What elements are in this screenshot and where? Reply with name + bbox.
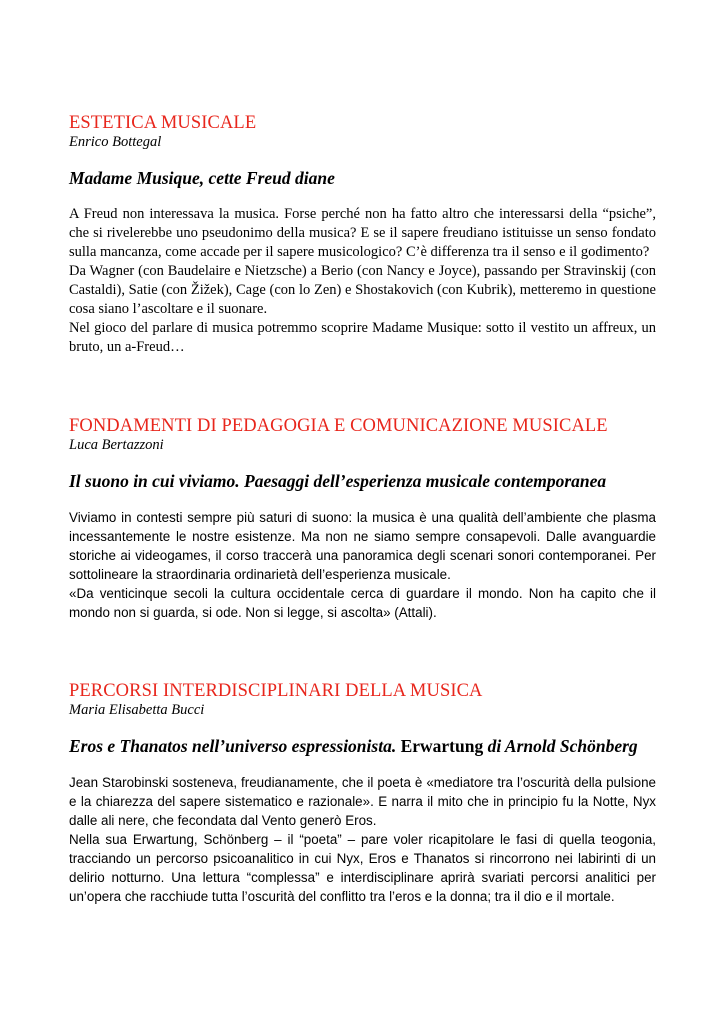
course-title: Il suono in cui viviamo. Paesaggi dell’esperienza musicale contemporanea [69,471,607,491]
paragraph: Viviamo in contesti sempre più saturi di suono: la musica è una qualità dell’ambiente che plasma incessantemente le nostre esistenze. Ma non ne siamo sempre consapevoli. Dalle avanguardie storiche ai videogames, il corso traccerà una panoramica degli scenari sonori contemporanei. Per sottolineare la straordinaria ordinarietà dell’esperienza musicale. [69,510,656,582]
course-title: Madame Musique, cette Freud diane [69,168,335,188]
course-section-estetica [69,112,656,357]
section-title: FONDAMENTI DI PEDAGOGIA E COMUNICAZIONE MUSICALE [69,416,608,436]
course-title-main: Eros e Thanatos nell’universo espressionista. [69,736,401,756]
course-title [69,735,656,757]
paragraph: Nella sua Erwartung, Schönberg – il “poeta” – pare voler ricapitolare le fasi di quella teogonia, tracciando un percorso psicoanalitico in cui Nyx, Eros e Thanatos si rincorrono nei labirinti di un delirio notturno. Una lettura “complessa” e interdisciplinare aprirà svariati percorsi analitici per un’opera che racchiude tutta l’oscurità del conflitto tra l’eros e la donna; tra il dio e il mortale. [69,832,656,904]
course-section-percorsi [69,680,656,906]
author-name: Maria Elisabetta Bucci [69,702,205,718]
course-description [69,773,656,906]
course-description [69,205,656,357]
paragraph: Da Wagner (con Baudelaire e Nietzsche) a Berio (con Nancy e Joyce), passando per Stravinskij (con Castaldi), Satie (con Žižek), Cage (con lo Zen) e Shostakovich (con Kubrik), metteremo in questione cosa siano l’ascoltare e il suonare. [69,263,656,317]
course-title-composer: di Arnold Schönberg [483,736,638,756]
document-page [69,112,656,906]
section-title: ESTETICA MUSICALE [69,113,257,133]
section-title: PERCORSI INTERDISCIPLINARI DELLA MUSICA [69,681,483,701]
course-section-pedagogia [69,415,656,622]
paragraph: A Freud non interessava la musica. Forse perché non ha fatto altro che interessarsi della “psiche”, che si rivelerebbe uno pseudonimo della musica? E se il sapere freudiano istituisse un senso fondato sulla mancanza, come accade per il sapere musicologico? C’è differenza tra il senso e il godimento? [69,206,656,260]
paragraph: Jean Starobinski sosteneva, freudianamente, che il poeta è «mediatore tra l’oscurità della pulsione e la chiarezza del sapere sistematico e razionale». E narra il mito che in principio fu la Notte, Nyx dalle ali nere, che fecondata dal Vento generò Eros. [69,775,656,828]
paragraph: Nel gioco del parlare di musica potremmo scoprire Madame Musique: sotto il vestito un affreux, un bruto, un a-Freud… [69,320,656,355]
course-title-work: Erwartung [400,736,484,756]
author-name: Enrico Bottegal [69,134,162,150]
course-description [69,508,656,622]
author-name: Luca Bertazzoni [69,437,164,453]
paragraph: «Da venticinque secoli la cultura occidentale cerca di guardare il mondo. Non ha capito che il mondo non si guarda, si ode. Non si legge, si ascolta» (Attali). [69,586,656,620]
